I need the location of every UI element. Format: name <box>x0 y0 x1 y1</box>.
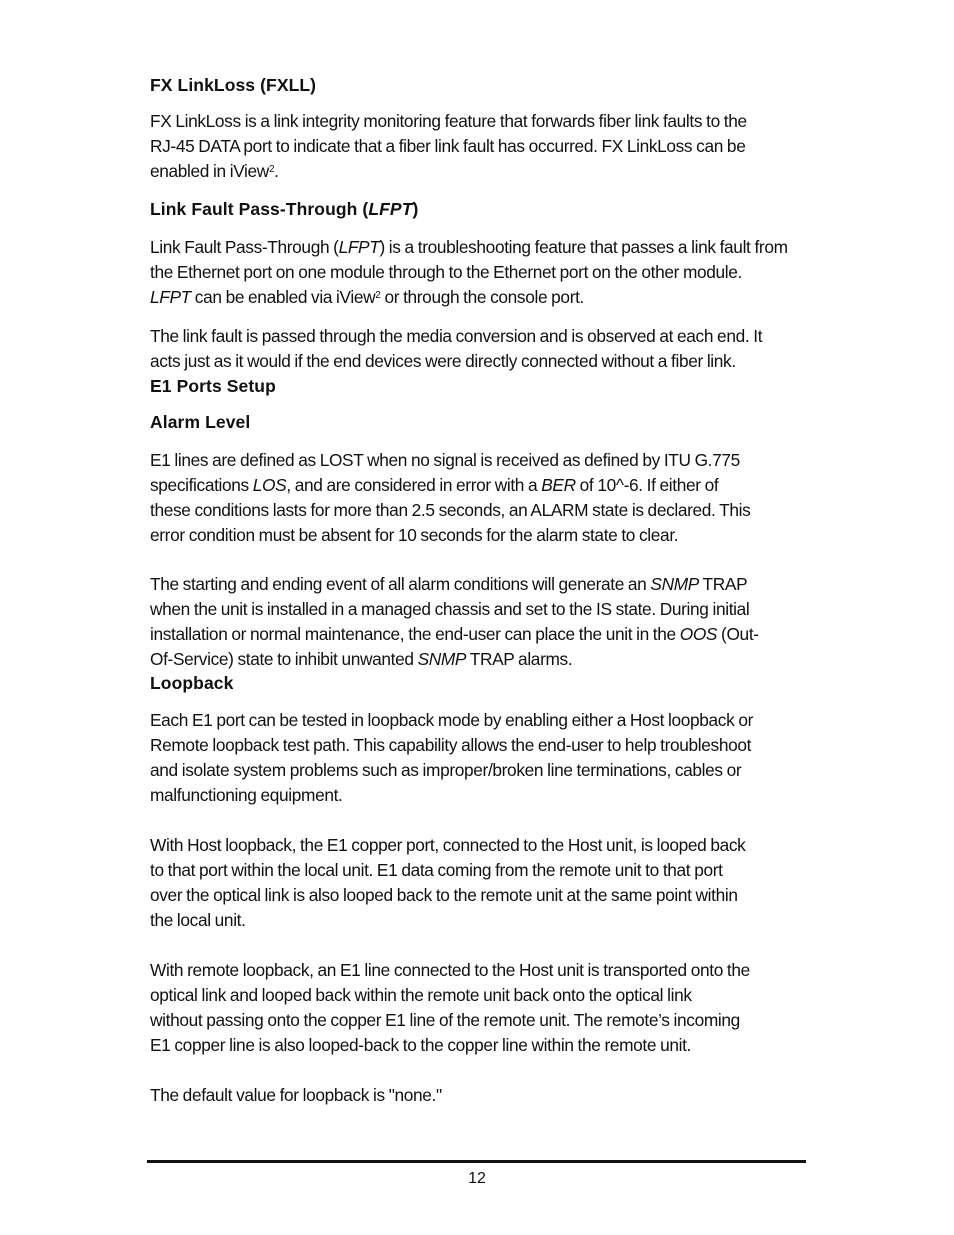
text-run: can be enabled via iView <box>190 287 376 307</box>
text-line: the Ethernet port on one module through to the Ethernet port on the other module. <box>150 262 742 282</box>
text-line: optical link and looped back within the remote unit back onto the optical link <box>150 985 692 1005</box>
text-run: or through the console port. <box>380 287 585 307</box>
document-page <box>150 0 806 1235</box>
text-run: TRAP alarms. <box>466 649 573 669</box>
heading-run: Link Fault Pass-Through ( <box>150 199 369 219</box>
superscript: 2 <box>268 164 275 175</box>
text-line <box>150 285 806 310</box>
text-run: ) is a troubleshooting feature that passes a link fault from <box>379 237 788 257</box>
loopback-paragraph-3 <box>150 958 806 1058</box>
loopback-paragraph-2 <box>150 833 806 933</box>
text-line <box>150 572 806 597</box>
text-line: malfunctioning equipment. <box>150 785 343 805</box>
text-line: Remote loopback test path. This capability allows the end-user to help troubleshoot <box>150 735 752 755</box>
text-line: to that port within the local unit. E1 data coming from the remote unit to that port <box>150 860 723 880</box>
text-line: without passing onto the copper E1 line of the remote unit. The remote’s incoming <box>150 1010 740 1030</box>
text-line: and isolate system problems such as improper/broken line terminations, cables or <box>150 760 742 780</box>
text-line <box>150 647 806 672</box>
text-run: Of-Service) state to inhibit unwanted <box>150 649 418 669</box>
text-em: LFPT <box>338 237 380 257</box>
footer-rule <box>147 1160 806 1163</box>
loopback-paragraph-4 <box>150 1083 806 1108</box>
heading-em: LFPT <box>368 199 413 219</box>
text-em: SNMP <box>417 649 467 669</box>
alarm-paragraph-1 <box>150 448 806 548</box>
superscript: 2 <box>375 290 381 301</box>
text-line <box>150 473 806 498</box>
alarm-paragraph-2 <box>150 572 806 672</box>
text-run: of 10^-6. If either of <box>575 475 719 495</box>
text-run: . <box>274 161 279 181</box>
fxll-paragraph <box>150 109 806 184</box>
text-line <box>150 235 806 260</box>
page-number: 12 <box>468 1170 486 1187</box>
text-line: The default value for loopback is "none." <box>150 1085 442 1105</box>
text-run: enabled in iView <box>150 161 269 181</box>
text-run: TRAP <box>698 574 748 594</box>
text-line: E1 copper line is also looped-back to the copper line within the remote unit. <box>150 1035 692 1055</box>
text-line: the local unit. <box>150 910 246 930</box>
text-line: over the optical link is also looped back to the remote unit at the same point within <box>150 885 738 905</box>
text-run: specifications <box>150 475 253 495</box>
text-line: these conditions lasts for more than 2.5 seconds, an ALARM state is declared. This <box>150 500 751 520</box>
text-run: , and are considered in error with a <box>286 475 542 495</box>
lfpt-paragraph-1 <box>150 235 806 310</box>
section-heading-loopback: Loopback <box>150 673 234 693</box>
text-line: With remote loopback, an E1 line connected to the Host unit is transported onto the <box>150 960 750 980</box>
heading-run: ) <box>412 199 419 219</box>
text-em: SNMP <box>650 574 699 594</box>
text-line: FX LinkLoss is a link integrity monitoring feature that forwards fiber link faults to the <box>150 111 747 131</box>
text-em: LFPT <box>150 287 191 307</box>
text-line: when the unit is installed in a managed chassis and set to the IS state. During initial <box>150 599 750 619</box>
section-heading-lfpt <box>150 198 418 220</box>
text-line: error condition must be absent for 10 seconds for the alarm state to clear. <box>150 525 679 545</box>
text-em: LOS <box>252 475 287 495</box>
text-run: installation or normal maintenance, the end-user can place the unit in the <box>150 624 680 644</box>
section-heading-e1-ports-setup: E1 Ports Setup <box>150 376 276 396</box>
lfpt-paragraph-2 <box>150 324 806 374</box>
text-run: (Out- <box>717 624 759 644</box>
text-line: RJ-45 DATA port to indicate that a fiber link fault has occurred. FX LinkLoss can be <box>150 136 746 156</box>
text-line: With Host loopback, the E1 copper port, connected to the Host unit, is looped back <box>150 835 746 855</box>
section-heading-fxll: FX LinkLoss (FXLL) <box>150 75 317 95</box>
section-heading-alarm-level: Alarm Level <box>150 412 251 432</box>
text-em: OOS <box>679 624 718 644</box>
text-line <box>150 159 806 184</box>
loopback-paragraph-1 <box>150 708 806 808</box>
text-line: Each E1 port can be tested in loopback mode by enabling either a Host loopback or <box>150 710 754 730</box>
text-em: BER <box>541 475 576 495</box>
text-line: E1 lines are defined as LOST when no signal is received as defined by ITU G.775 <box>150 450 740 470</box>
text-line: acts just as it would if the end devices were directly connected without a fiber link. <box>150 351 736 371</box>
text-line <box>150 622 806 647</box>
text-run: The starting and ending event of all alarm conditions will generate an <box>150 574 651 594</box>
text-run: Link Fault Pass-Through ( <box>150 237 339 257</box>
text-line: The link fault is passed through the media conversion and is observed at each end. It <box>150 326 763 346</box>
